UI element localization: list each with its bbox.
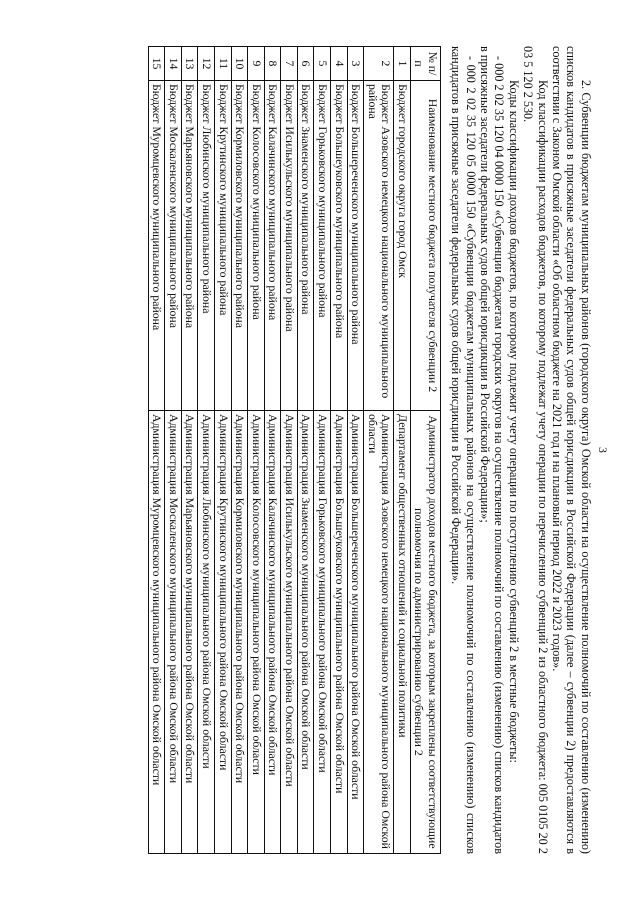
row-administrator: Администрация Калачинского муниципального района Омской области bbox=[264, 410, 281, 853]
header-number: № п/п bbox=[410, 46, 440, 80]
row-number: 10 bbox=[231, 46, 248, 80]
row-budget-name: Бюджет Исилькульского муниципального района bbox=[281, 80, 298, 410]
table-body bbox=[148, 46, 410, 853]
header-budget-name: Наименование местного бюджета получателя субвенции 2 bbox=[410, 80, 440, 410]
row-number: 5 bbox=[314, 46, 331, 80]
row-budget-name: Бюджет Марьяновского муниципального района bbox=[181, 80, 198, 410]
row-number: 3 bbox=[347, 46, 364, 80]
table-row bbox=[364, 46, 394, 853]
table-row bbox=[281, 46, 298, 853]
row-number: 9 bbox=[248, 46, 265, 80]
table-row bbox=[231, 46, 248, 853]
row-number: 12 bbox=[198, 46, 215, 80]
paragraph-income-codes: Коды классификации доходов бюджетов, по которому подлежит учету операции по поступлению субвенций 2 в местные бюджеты: bbox=[506, 79, 521, 763]
row-administrator: Администрация Исилькульского муниципального района Омской области bbox=[281, 410, 298, 853]
table-header-row bbox=[410, 46, 440, 853]
table-row bbox=[314, 46, 331, 853]
row-budget-name: Бюджет Любинского муниципального района bbox=[198, 80, 215, 410]
row-administrator: Администрация Крутинского муниципального района Омской области bbox=[215, 410, 232, 853]
row-number: 15 bbox=[148, 46, 165, 80]
row-budget-name: Бюджет Москаленского муниципального района bbox=[165, 80, 182, 410]
row-number: 4 bbox=[331, 46, 348, 80]
table-row bbox=[297, 46, 314, 853]
row-administrator: Администрация Любинского муниципального района Омской области bbox=[198, 410, 215, 853]
row-administrator: Администрация Знаменского муниципального района Омской области bbox=[297, 410, 314, 853]
row-budget-name: Бюджет Горьковского муниципального района bbox=[314, 80, 331, 410]
row-budget-name: Бюджет городского округа город Омск bbox=[394, 80, 411, 410]
table-row bbox=[198, 46, 215, 853]
table-row bbox=[264, 46, 281, 853]
table-row bbox=[394, 46, 411, 853]
row-number: 14 bbox=[165, 46, 182, 80]
header-administrator: Администратор доходов местного бюджета, за которым закреплены соответствующие полномочия по администрированию субвенции 2 bbox=[410, 410, 440, 853]
paragraph-code-district: - 000 2 02 35 120 05 0000 150 «Субвенции бюджетам муниципальных районов на осуществление полномочий по составлению (изменению) списков кандидатов в присяжные заседатели федеральных судов общей юрисдикции в Российской Федерации». bbox=[449, 45, 478, 854]
paragraph-subventions-intro: 2. Субвенции бюджетам муниципальных районов (городского округа) Омской области на осуществление полномочий по составлению (изменению) списков кандидатов в присяжные заседатели федеральных судов общей юрисдикции в Российской Федерации (далее – субвенции 2) предоставляются в соответствии с Законом Омской области «Об областном бюджете на 2021 год и на плановый период 2022 и 2023 годов». bbox=[550, 45, 593, 854]
row-budget-name: Бюджет Большереченского муниципального района bbox=[347, 80, 364, 410]
table-row bbox=[215, 46, 232, 853]
row-administrator: Администрация Колосовского муниципального района Омской области bbox=[248, 410, 265, 853]
document-page bbox=[20, 18, 620, 888]
table-row bbox=[248, 46, 265, 853]
row-administrator: Администрация Марьяновского муниципального района Омской области bbox=[181, 410, 198, 853]
row-budget-name: Бюджет Кормиловского муниципального района bbox=[231, 80, 248, 410]
row-budget-name: Бюджет Знаменского муниципального района bbox=[297, 80, 314, 410]
row-administrator: Администрация Москаленского муниципального района Омской области bbox=[165, 410, 182, 853]
row-administrator: Администрация Муромцевского муниципального района Омской области bbox=[148, 410, 165, 853]
row-budget-name: Бюджет Большеуковского муниципального района bbox=[331, 80, 348, 410]
table-row bbox=[148, 46, 165, 853]
row-number: 11 bbox=[215, 46, 232, 80]
row-budget-name: Бюджет Калачинского муниципального района bbox=[264, 80, 281, 410]
row-number: 7 bbox=[281, 46, 298, 80]
row-budget-name: Бюджет Крутинского муниципального района bbox=[215, 80, 232, 410]
row-administrator: Департамент общественных отношений и социальной политики bbox=[394, 410, 411, 853]
row-budget-name: Бюджет Муромцевского муниципального района bbox=[148, 80, 165, 410]
row-number: 1 bbox=[394, 46, 411, 80]
page-number: 3 bbox=[596, 446, 610, 453]
row-administrator: Администрация Кормиловского муниципального района Омской области bbox=[231, 410, 248, 853]
recipients-table bbox=[148, 46, 441, 854]
table-row bbox=[331, 46, 348, 853]
row-administrator: Администрация Большеуковского муниципального района Омской области bbox=[331, 410, 348, 853]
table-row bbox=[181, 46, 198, 853]
row-budget-name: Бюджет Азовского немецкого национального муниципального района bbox=[364, 80, 394, 410]
row-administrator: Администрация Горьковского муниципального района Омской области bbox=[314, 410, 331, 853]
row-number: 13 bbox=[181, 46, 198, 80]
paragraph-code-urban: - 000 2 02 35 120 04 0000 150 «Субвенции бюджетам городских округов на осуществление полномочий по составлению (изменению) списков кандидатов в присяжные заседатели федеральных судов общей юрисдикции в Российской Федерации»; bbox=[478, 45, 507, 854]
paragraph-expense-code: Код классификации расходов бюджетов, по которому подлежат учету операции по перечислению субвенций 2 из областного бюджета: 005 0105 20 2 03 5 120 2 530. bbox=[521, 45, 550, 854]
row-number: 6 bbox=[297, 46, 314, 80]
row-budget-name: Бюджет Колосовского муниципального района bbox=[248, 80, 265, 410]
row-number: 2 bbox=[364, 46, 394, 80]
row-administrator: Администрация Большереченского муниципального района Омской области bbox=[347, 410, 364, 853]
row-administrator: Администрация Азовского немецкого национального муниципального района Омской области bbox=[364, 410, 394, 853]
table-row bbox=[347, 46, 364, 853]
table-row bbox=[165, 46, 182, 853]
row-number: 8 bbox=[264, 46, 281, 80]
